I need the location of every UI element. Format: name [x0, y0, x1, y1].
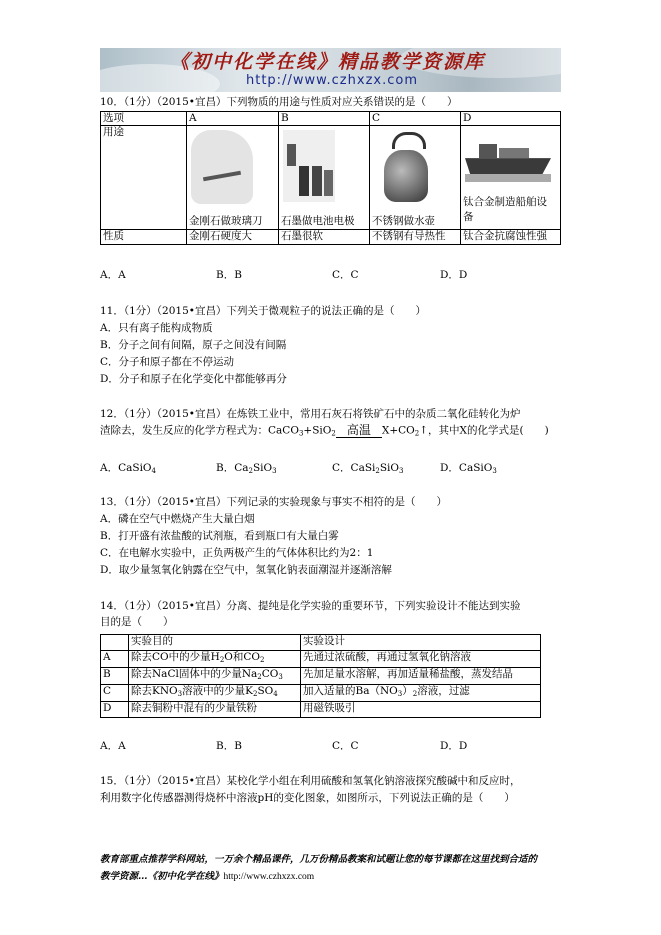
q10-use-a-cell [187, 126, 279, 230]
q14-option-d[interactable]: D．D [440, 740, 468, 752]
q14-row-a-aim [129, 651, 301, 668]
sub-2: 2 [257, 673, 262, 681]
q12-x-co: X+CO [381, 424, 415, 437]
q14-row-b-opt: B [101, 668, 129, 685]
sub-2: 2 [219, 656, 225, 664]
q10-header-c: C [370, 112, 461, 126]
q10-option-d[interactable]: D．D [440, 269, 468, 281]
q14-header-design: 实验设计 [301, 635, 541, 651]
q12-line2-post: ↑，其中X的化学式是( ) [419, 424, 549, 437]
q14-row-d-design: 用磁铁吸引 [301, 702, 541, 718]
q14-option-a[interactable]: A．A [100, 740, 126, 752]
q10-use-a: 金刚石做玻璃刀 [189, 215, 263, 227]
q12-option-a-text: A．CaSiO [100, 462, 152, 474]
q12-option-c[interactable] [332, 462, 404, 476]
page-footer [100, 851, 570, 886]
banner-title: 《初中化学在线》精品教学资源库 [170, 51, 486, 73]
sub-3: 3 [177, 690, 183, 698]
sub-4: 4 [273, 690, 278, 698]
q12-line2-pre: 渣除去，发生反应的化学方程式为：CaCO [100, 424, 299, 437]
glass-cutter-image [191, 130, 253, 204]
sub-3: 3 [272, 467, 277, 475]
q11-option-d[interactable]: D．分子和原子在化学变化中都能够再分 [100, 373, 287, 385]
q14-row-c-opt: C [101, 685, 129, 702]
footer-line2-text: 教学资源…《初中化学在线》 [100, 871, 224, 882]
sub-2: 2 [260, 656, 265, 664]
sub-3: 3 [397, 690, 403, 698]
q14-row-d-aim: 除去铜粉中混有的少量铁粉 [129, 702, 301, 718]
q11-option-b[interactable]: B．分子之间有间隔，原子之间没有间隔 [100, 339, 287, 351]
sub-2: 2 [248, 467, 253, 475]
q12-option-c-text: C．CaSi [332, 462, 376, 474]
sub-2: 2 [375, 467, 380, 475]
q14-row-b-aim-mid: CO [261, 668, 279, 680]
q10-prop-b: 石墨很软 [279, 230, 370, 245]
q14-row-c-aim-end: SO [257, 685, 274, 697]
sub-3: 3 [278, 673, 283, 681]
q14-row-d-opt: D [101, 702, 129, 718]
q14-line1: 14．（1分）（2015•宜昌）分离、提纯是化学实验的重要环节，下列实验设计不能达到实验 [100, 600, 521, 612]
q11-option-c[interactable]: C．分子和原子都在不停运动 [100, 356, 235, 368]
q10-stem: 10．（1分）（2015•宜昌）下列物质的用途与性质对应关系错误的是（ ） [100, 96, 458, 108]
q14-row-a-aim-pre: 除去CO中的少量H [131, 651, 220, 663]
q12-option-b[interactable] [216, 462, 277, 476]
q10-option-b[interactable]: B．B [216, 269, 242, 281]
q15-line2: 利用数字化传感器测得烧杯中溶液pH的变化图象，如图所示，下列说法正确的是（ ） [100, 792, 515, 804]
q10-use-c: 不锈钢做水壶 [372, 215, 435, 227]
q15-line1: 15．（1分）（2015•宜昌）某校化学小组在利用硫酸和氢氧化钠溶液探究酸碱中和反应时， [100, 775, 521, 787]
q12-option-d[interactable] [440, 462, 497, 476]
sub-3: 3 [298, 429, 304, 438]
q14-row-c-design-end: 溶液，过滤 [417, 685, 470, 697]
q12-plus-sio: +SiO [303, 424, 332, 437]
kettle-image [378, 132, 434, 204]
q13-stem: 13．（1分）（2015•宜昌）下列记录的实验现象与事实不相符的是（ ） [100, 496, 447, 508]
q10-header-option: 选项 [101, 112, 187, 126]
q13-option-c[interactable]: C．在电解水实验中，正负两极产生的气体体积比约为2：1 [100, 547, 374, 559]
q14-row-a-design: 先通过浓硫酸，再通过氢氧化钠溶液 [301, 651, 541, 668]
q10-use-d-cell [461, 126, 561, 230]
q14-row-c-aim-mid: 溶液中的少量K [182, 685, 253, 697]
q10-header-d: D [461, 112, 561, 126]
footer-url[interactable]: http://www.czhxzx.com [223, 872, 315, 882]
q12-option-c-mid: SiO [379, 462, 400, 474]
q11-option-a[interactable]: A．只有离子能构成物质 [100, 322, 213, 334]
q10-header-b: B [279, 112, 370, 126]
q14-table [100, 634, 541, 718]
q12-option-a[interactable] [100, 462, 156, 476]
q12-option-b-mid: SiO [252, 462, 273, 474]
q12-line2 [100, 424, 549, 438]
sub-3: 3 [399, 467, 404, 475]
q10-use-label: 用途 [101, 126, 187, 230]
sub-2: 2 [412, 690, 418, 698]
sub-2: 2 [414, 429, 420, 438]
q10-prop-label: 性质 [101, 230, 187, 245]
q14-row-c-design-post: ） [402, 685, 413, 697]
q11-stem: 11．（1分）（2015•宜昌）下列关于微观粒子的说法正确的是（ ） [100, 305, 426, 317]
q10-prop-c: 不锈钢有导热性 [370, 230, 461, 245]
q13-option-d[interactable]: D．取少量氢氧化钠露在空气中，氢氧化钠表面潮湿并逐渐溶解 [100, 564, 392, 576]
q10-table [100, 111, 561, 245]
q13-option-a[interactable]: A．磷在空气中燃烧产生大量白烟 [100, 513, 255, 525]
q14-row-a-opt: A [101, 651, 129, 668]
banner-url[interactable]: http://www.czhxzx.com [246, 73, 418, 88]
q14-row-c-aim-pre: 除去KNO [131, 685, 178, 697]
q14-option-b[interactable]: B．B [216, 740, 242, 752]
q14-header-blank [101, 635, 129, 651]
sub-2: 2 [252, 690, 258, 698]
q10-prop-d: 钛合金抗腐蚀性强 [461, 230, 561, 245]
q10-use-c-cell [370, 126, 461, 230]
q10-use-b-cell [279, 126, 370, 230]
header-banner [100, 48, 561, 92]
battery-image [283, 130, 335, 202]
ship-image [465, 138, 551, 184]
q14-option-c[interactable]: C．C [332, 740, 359, 752]
sub-4: 4 [151, 467, 157, 475]
q10-use-b: 石墨做电池电极 [281, 215, 355, 227]
q10-option-a[interactable]: A．A [100, 269, 126, 281]
q10-header-a: A [187, 112, 279, 126]
footer-line2 [100, 868, 570, 886]
q13-option-b[interactable]: B．打开盛有浓盐酸的试剂瓶，看到瓶口有大量白雾 [100, 530, 339, 542]
footer-line1: 教育部重点推荐学科网站，一万余个精品课件，几万份精品教案和试题让您的每节课都在这里找到合适的 [100, 854, 538, 865]
q14-line2: 目的是（ ） [100, 616, 174, 628]
q12-line1: 12．（1分）（2015•宜昌）在炼铁工业中，常用石灰石将铁矿石中的杂质二氧化硅转化为炉 [100, 408, 521, 420]
q14-header-aim: 实验目的 [129, 635, 301, 651]
sub-2: 2 [331, 429, 336, 438]
q14-row-a-aim-mid: O和CO [224, 651, 261, 663]
q10-use-d-line1: 钛合金制造船舶设 [463, 196, 547, 209]
q12-option-d-text: D．CaSiO [440, 462, 493, 474]
q14-row-c-design-pre: 加入适量的Ba（NO [303, 685, 398, 697]
q14-row-b-aim-pre: 除去NaCl固体中的少量Na [131, 668, 258, 680]
q14-row-c-aim [129, 685, 301, 702]
q14-row-b-design: 先加足量水溶解，再加适量稀盐酸，蒸发结晶 [301, 668, 541, 685]
q10-use-d-line2: 备 [463, 211, 474, 224]
equals-bar [336, 437, 382, 438]
q14-row-b-aim [129, 668, 301, 685]
q10-prop-a: 金刚石硬度大 [187, 230, 279, 245]
q14-row-c-design [301, 685, 541, 702]
q12-option-b-text: B．Ca [216, 462, 249, 474]
q10-option-c[interactable]: C．C [332, 269, 359, 281]
reaction-arrow [336, 424, 382, 438]
sub-3: 3 [492, 467, 497, 475]
reaction-condition: 高温 [346, 423, 371, 437]
